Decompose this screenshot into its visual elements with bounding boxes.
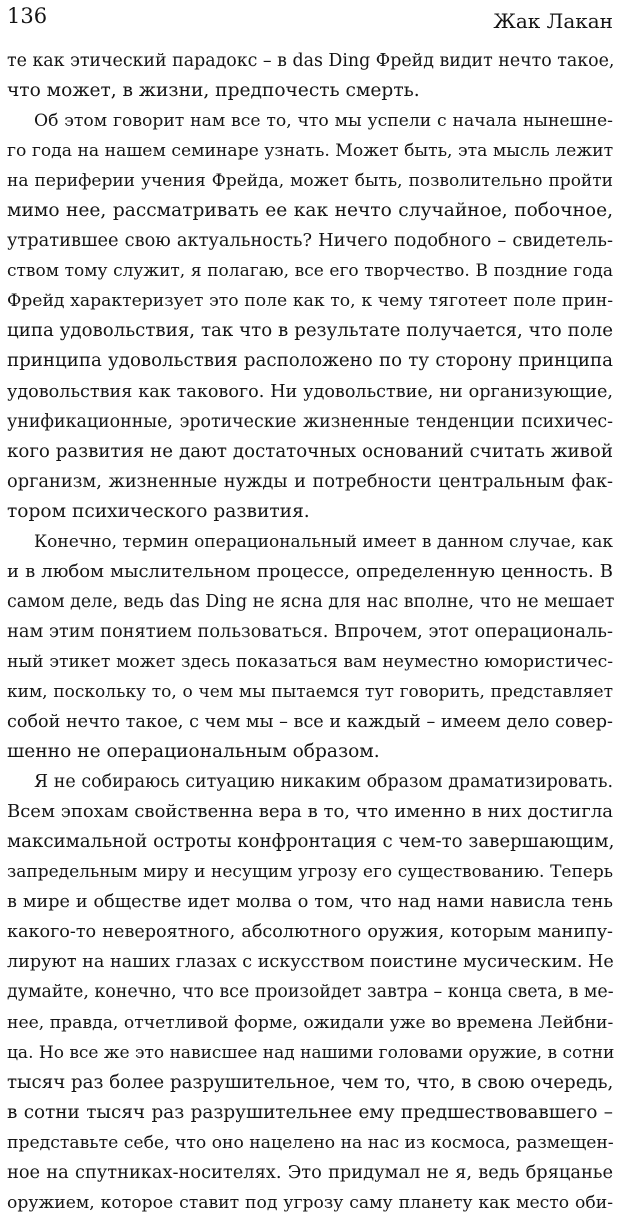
text-line: го года на нашем семинаре узнать. Может быть, эта мысль лежит [7,141,614,162]
text-line: самом деле, ведь das Ding не ясна для нас вполне, что не мешает [7,591,615,612]
text-line: организм, жизненные нужды и потребности центральным фак- [7,470,613,492]
text-line: тысяч раз более разрушительное, чем то, что, в свою очередь, [7,1071,614,1093]
page-header [7,0,613,40]
text-line: Об этом говорит нам все то, что мы успели с начала нынешне- [34,111,613,132]
text-line: Конечно, термин операциональный имеет в данном случае, как [34,531,613,552]
text-line: те как этический парадокс – в das Ding Фрейд видит нечто такое, [7,51,615,71]
text-line: лируют на наших глазах с искусством поистине мусическим. Не [7,952,614,973]
text-line: ципа удовольствия, так что в результате получается, что поле [7,320,613,342]
text-line: какого-то невероятного, абсолютного оружия, которым манипу- [7,922,613,943]
text-line: кого развития не дают достаточных оснований считать живой [7,440,613,462]
text-line: нее, правда, отчетливой форме, ожидали уже во времена Лейбни- [7,1012,614,1033]
text-line: максимальной остроты конфронтация с чем-то завершающим, [7,831,615,853]
body-text [7,46,613,1218]
text-line: принципа удовольствия расположено по ту сторону принципа [7,350,613,372]
text-line: шенно не операциональным образом. [7,741,380,763]
page-number: 136 [7,4,48,28]
text-line: на периферии учения Фрейда, может быть, позволительно пройти [7,171,613,192]
text-line: собой нечто такое, с чем мы – все и каждый – имеем дело совер- [7,712,613,733]
text-line: оружием, которое ставит под угрозу саму планету как место оби- [7,1192,613,1213]
running-title: Жак Лакан [493,9,613,33]
text-line: ное на спутниках-носителях. Это придумал не я, ведь бряцанье [7,1161,613,1183]
text-line: и в любом мыслительном процессе, определенную ценность. В [7,560,613,582]
text-line: тором психического развития. [7,500,310,522]
text-line: Я не собираюсь ситуацию никаким образом драматизировать. [34,772,613,793]
text-line: мимо нее, рассматривать ее как нечто случайное, побочное, [7,200,613,222]
text-line: унификационные, эротические жизненные тенденции психичес- [7,411,613,432]
text-line: Фрейд характеризует это поле как то, к чему тяготеет поле прин- [7,291,613,312]
text-line: ца. Но все же это нависшее над нашими головами оружие, в сотни [7,1042,615,1063]
text-line: нам этим понятием пользоваться. Впрочем, этот операциональ- [7,620,613,642]
text-line: в мире и обществе идет молва о том, что над нами нависла тень [7,892,613,913]
text-line: что может, в жизни, предпочесть смерть. [7,80,420,102]
text-line: Всем эпохам свойственна вера в то, что именно в них достигла [7,801,613,823]
text-line: в сотни тысяч раз разрушительнее ему предшествовавшего – [7,1101,613,1123]
text-line: ким, поскольку то, о чем мы пытаемся тут говорить, представляет [7,681,613,702]
text-line: утратившее свою актуальность? Ничего подобного – свидетель- [7,230,613,252]
text-line: представьте себе, что оно нацелено на нас из космоса, размещен- [7,1132,614,1153]
text-line: ством тому служит, я полагаю, все его творчество. В поздние года [7,261,613,282]
text-line: думайте, конечно, что все произойдет завтра – конца света, в ме- [7,982,614,1003]
text-line: ный этикет может здесь показаться вам неуместно юмористичес- [7,651,613,672]
text-line: удовольствия как такового. Ни удовольствие, ни организующие, [7,381,613,402]
text-line: запредельным миру и несущим угрозу его существованию. Теперь [7,862,613,883]
